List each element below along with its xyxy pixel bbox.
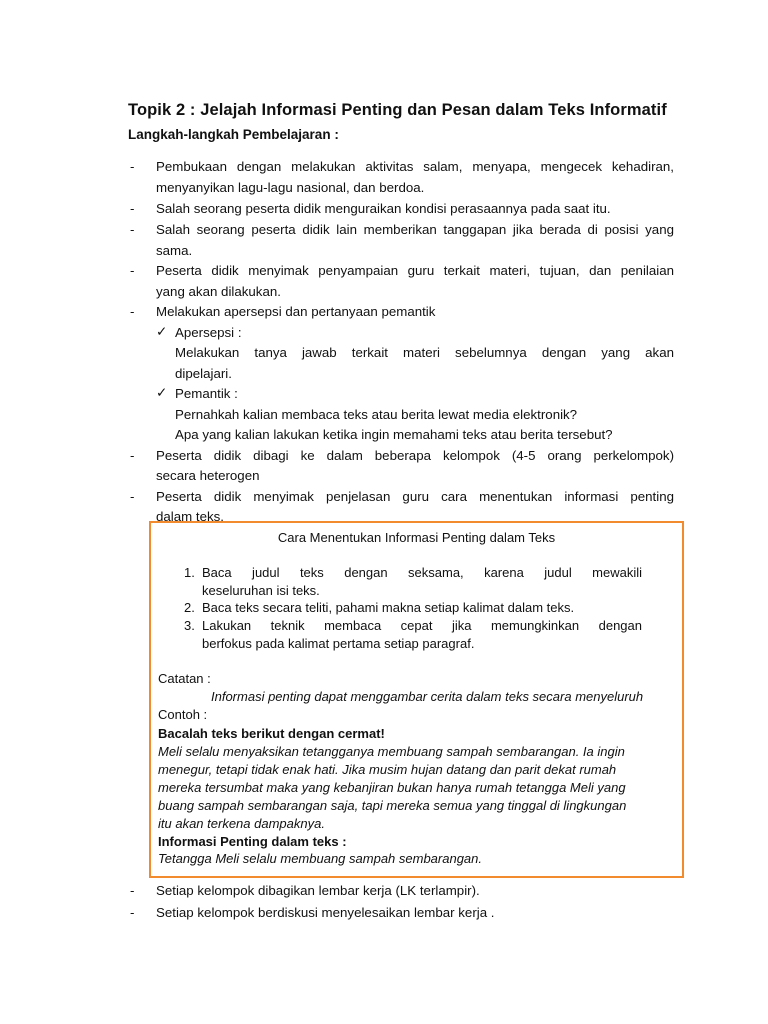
- catatan-text: Informasi penting dapat menggambar cerita dalam teks secara menyeluruh: [211, 689, 644, 704]
- step-3-line-1: Salah seorang peserta didik lain memberikan tanggapan jika berada di posisi yang: [156, 222, 674, 237]
- bullet-dash: -: [130, 222, 135, 237]
- box-item-2-line-1: Baca teks secara teliti, pahami makna setiap kalimat dalam teks.: [202, 600, 575, 615]
- box-item-3-line-1: Lakukan teknik membaca cepat jika memungkinkan dengan: [202, 618, 642, 633]
- story-line: Meli selalu menyaksikan tetangganya membuang sampah sembarangan. Ia ingin: [158, 744, 625, 759]
- step-6-line-1: Peserta didik dibagi ke dalam beberapa kelompok (4-5 orang perkelompok): [156, 448, 674, 463]
- step-5-line-1: Melakukan apersepsi dan pertanyaan pemantik: [156, 304, 436, 319]
- story-line: menegur, tetapi tidak enak hati. Jika musim hujan datang dan parit dekat rumah: [158, 762, 617, 777]
- box-title: Cara Menentukan Informasi Penting dalam Teks: [277, 530, 556, 545]
- info-text: Tetangga Meli selalu membuang sampah sembarangan.: [158, 851, 482, 866]
- box-item-1-line-1: Baca judul teks dengan seksama, karena judul mewakili: [202, 565, 642, 580]
- list-number: 2.: [184, 600, 195, 615]
- step-8-line-1: Setiap kelompok dibagikan lembar kerja (LK terlampir).: [156, 883, 480, 898]
- story-line: buang sampah sembarangan saja, tapi mereka semua yang tinggal di lingkungan: [158, 798, 627, 813]
- checkmark-icon: ✓: [156, 324, 168, 339]
- bullet-dash: -: [130, 201, 135, 216]
- bullet-dash: -: [130, 304, 135, 319]
- pemantik-label: Pemantik :: [175, 386, 238, 401]
- page-title: Topik 2 : Jelajah Informasi Penting dan Pesan dalam Teks Informatif: [128, 101, 667, 119]
- pemantik-line-2: Apa yang kalian lakukan ketika ingin memahami teks atau berita tersebut?: [175, 427, 613, 442]
- story-line: itu akan terkena dampaknya.: [158, 816, 325, 831]
- pemantik-line-1: Pernahkah kalian membaca teks atau berita lewat media elektronik?: [175, 407, 578, 422]
- bullet-dash: -: [130, 905, 135, 920]
- step-7-line-1: Peserta didik menyimak penjelasan guru cara menentukan informasi penting: [156, 489, 674, 504]
- section-subtitle: Langkah-langkah Pembelajaran :: [128, 127, 339, 142]
- checkmark-icon: ✓: [156, 385, 168, 400]
- step-1-line-2: menyanyikan lagu-lagu nasional, dan berdoa.: [156, 180, 425, 195]
- step-9-line-1: Setiap kelompok berdiskusi menyelesaikan lembar kerja .: [156, 905, 495, 920]
- list-number: 3.: [184, 618, 195, 633]
- info-label: Informasi Penting dalam teks :: [158, 834, 347, 849]
- instruction-text: Bacalah teks berikut dengan cermat!: [158, 726, 385, 741]
- bullet-dash: -: [130, 159, 135, 174]
- step-2-line-1: Salah seorang peserta didik menguraikan kondisi perasaannya pada saat itu.: [156, 201, 611, 216]
- list-number: 1.: [184, 565, 195, 580]
- step-1-line-1: Pembukaan dengan melakukan aktivitas salam, menyapa, mengecek kehadiran,: [156, 159, 674, 174]
- apersepsi-line-1: Melakukan tanya jawab terkait materi sebelumnya dengan yang akan: [175, 345, 674, 360]
- box-item-1-line-2: keseluruhan isi teks.: [202, 583, 320, 598]
- bullet-dash: -: [130, 263, 135, 278]
- story-line: mereka tersumbat maka yang kebanjiran bukan hanya rumah tetangga Meli yang: [158, 780, 626, 795]
- apersepsi-line-2: dipelajari.: [175, 366, 232, 381]
- box-item-3-line-2: berfokus pada kalimat pertama setiap paragraf.: [202, 636, 475, 651]
- step-4-line-1: Peserta didik menyimak penyampaian guru terkait materi, tujuan, dan penilaian: [156, 263, 674, 278]
- catatan-label: Catatan :: [158, 671, 211, 686]
- info-box: [149, 521, 684, 878]
- apersepsi-label: Apersepsi :: [175, 325, 242, 340]
- step-7-line-2: dalam teks.: [156, 509, 224, 524]
- step-3-line-2: sama.: [156, 243, 193, 258]
- bullet-dash: -: [130, 448, 135, 463]
- step-4-line-2: yang akan dilakukan.: [156, 284, 281, 299]
- step-6-line-2: secara heterogen: [156, 468, 260, 483]
- contoh-label: Contoh :: [158, 707, 208, 722]
- bullet-dash: -: [130, 489, 135, 504]
- bullet-dash: -: [130, 883, 135, 898]
